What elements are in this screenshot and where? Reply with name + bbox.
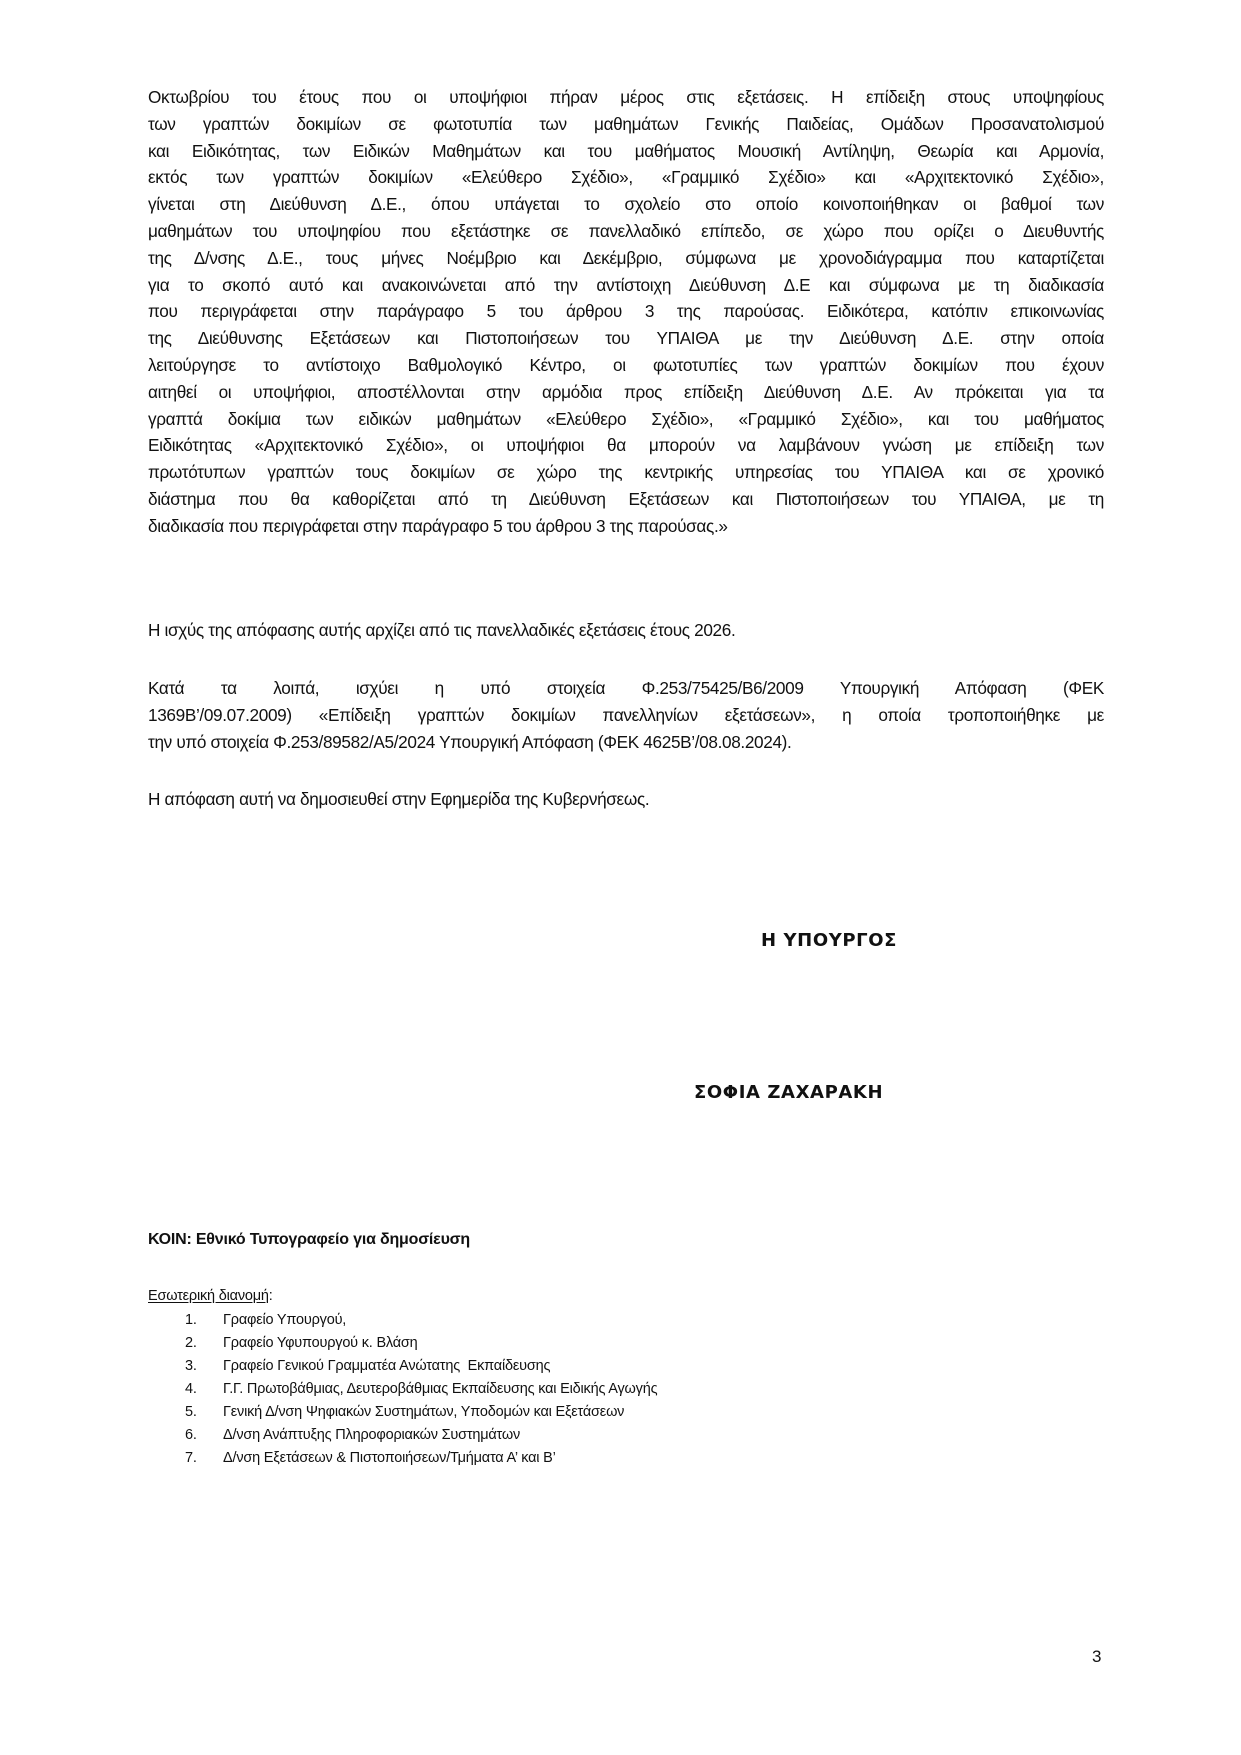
- signature-title: Η ΥΠΟΥΡΓΟΣ: [761, 930, 898, 951]
- internal-distribution-label: Εσωτερική διανομή: [148, 1288, 269, 1304]
- list-item-number: 5.: [185, 1404, 197, 1420]
- internal-distribution-heading: [148, 1288, 273, 1304]
- paragraph-line: λειτούργησε το αντίστοιχο Βαθμολογικό Κέντρο, οι φωτοτυπίες των γραπτών δοκιμίων που έχουν: [148, 354, 1104, 375]
- paragraph-line: διάστημα που θα καθορίζεται από τη Διεύθυνση Εξετάσεων και Πιστοποιήσεων του ΥΠΑΙΘΑ, με τη: [148, 488, 1104, 509]
- paragraph-line: της Διεύθυνσης Εξετάσεων και Πιστοποιήσεων του ΥΠΑΙΘΑ με την Διεύθυνση Δ.Ε. στην οποία: [148, 328, 1104, 349]
- paragraph-line: Ειδικότητας «Αρχιτεκτονικό Σχέδιο», οι υποψήφιοι θα μπορούν να λαμβάνουν γνώση με επίδειξη των: [148, 435, 1104, 456]
- paragraph-line: γίνεται στη Διεύθυνση Δ.Ε., όπου υπάγεται το σχολείο στο οποίο κοινοποιήθηκαν οι βαθμοί των: [148, 194, 1104, 215]
- paragraph-line: Η ισχύς της απόφασης αυτής αρχίζει από τις πανελλαδικές εξετάσεις έτους 2026.: [148, 620, 736, 640]
- list-item-text: Δ/νση Ανάπτυξης Πληροφοριακών Συστημάτων: [223, 1427, 521, 1443]
- list-item-text: Γραφείο Υφυπουργού κ. Βλάση: [223, 1335, 418, 1351]
- list-item-number: 1.: [185, 1312, 197, 1328]
- page-number: 3: [1092, 1647, 1102, 1666]
- internal-distribution-colon: :: [268, 1288, 273, 1304]
- paragraph-line: την υπό στοιχεία Φ.253/89582/Α5/2024 Υπουργική Απόφαση (ΦΕΚ 4625Β’/08.08.2024).: [148, 731, 792, 752]
- paragraph-line: μαθημάτων του υποψηφίου που εξετάστηκε σε πανελλαδικό επίπεδο, σε χώρο που ορίζει ο Διευθυντής: [148, 220, 1104, 241]
- list-item-number: 6.: [185, 1427, 197, 1443]
- effective-date-paragraph: [148, 617, 1104, 644]
- paragraph-line: γραπτά δοκίμια των ειδικών μαθημάτων «Ελεύθερο Σχέδιο», «Γραμμικό Σχέδιο», και του μαθήματος: [148, 408, 1104, 429]
- list-item-number: 3.: [185, 1358, 197, 1374]
- list-item-text: Γραφείο Υπουργού,: [223, 1312, 347, 1328]
- list-item-number: 4.: [185, 1381, 197, 1397]
- signature-name: ΣΟΦΙΑ ΖΑΧΑΡΑΚΗ: [694, 1082, 884, 1103]
- publication-paragraph: [148, 786, 1104, 813]
- remaining-provisions-paragraph: [148, 675, 1104, 755]
- paragraph-line: αιτηθεί οι υποψήφιοι, αποστέλλονται στην αρμόδια προς επίδειξη Διεύθυνση Δ.Ε. Αν πρόκειται για τα: [148, 381, 1104, 402]
- paragraph-line: Η απόφαση αυτή να δημοσιευθεί στην Εφημερίδα της Κυβερνήσεως.: [148, 789, 650, 809]
- list-item-text: Γραφείο Γενικού Γραμματέα Ανώτατης Εκπαίδευσης: [223, 1358, 551, 1374]
- list-item-text: Γενική Δ/νση Ψηφιακών Συστημάτων, Υποδομών και Εξετάσεων: [223, 1404, 625, 1420]
- paragraph-line: της Δ/νσης Δ.Ε., τους μήνες Νοέμβριο και Δεκέμβριο, σύμφωνα με χρονοδιάγραμμα που καταρτίζεται: [148, 247, 1104, 268]
- paragraph-line: διαδικασία που περιγράφεται στην παράγραφο 5 του άρθρου 3 της παρούσας.»: [148, 515, 728, 536]
- paragraph-line: 1369Β’/09.07.2009) «Επίδειξη γραπτών δοκιμίων πανελληνίων εξετάσεων», η οποία τροποποιήθηκε με: [148, 704, 1104, 725]
- list-item-text: Δ/νση Εξετάσεων & Πιστοποιήσεων/Τμήματα Α’ και Β’: [223, 1450, 556, 1466]
- paragraph-line: που περιγράφεται στην παράγραφο 5 του άρθρου 3 της παρούσας. Ειδικότερα, κατόπιν επικοινωνίας: [148, 301, 1104, 322]
- paragraph-line: εκτός των γραπτών δοκιμίων «Ελεύθερο Σχέδιο», «Γραμμικό Σχέδιο» και «Αρχιτεκτονικό Σχέδιο»,: [148, 167, 1104, 188]
- list-item-text: Γ.Γ. Πρωτοβάθμιας, Δευτεροβάθμιας Εκπαίδευσης και Ειδικής Αγωγής: [223, 1381, 658, 1397]
- paragraph-line: των γραπτών δοκιμίων σε φωτοτυπία των μαθημάτων Γενικής Παιδείας, Ομάδων Προσανατολισμού: [148, 113, 1104, 134]
- list-item-number: 2.: [185, 1335, 197, 1351]
- paragraph-line: και Ειδικότητας, των Ειδικών Μαθημάτων και του μαθήματος Μουσική Αντίληψη, Θεωρία και Αρμονία,: [148, 140, 1104, 161]
- list-item-number: 7.: [185, 1450, 197, 1466]
- paragraph-line: Οκτωβρίου του έτους που οι υποψήφιοι πήραν μέρος στις εξετάσεις. Η επίδειξη στους υποψηφίους: [148, 87, 1104, 107]
- paragraph-line: για το σκοπό αυτό και ανακοινώνεται από την αντίστοιχη Διεύθυνση Δ.Ε και σύμφωνα με τη διαδικασία: [148, 274, 1104, 295]
- koin-recipient: ΚΟΙΝ: Εθνικό Τυπογραφείο για δημοσίευση: [148, 1231, 471, 1248]
- continued-paragraph: [148, 84, 1104, 540]
- paragraph-line: πρωτότυπων γραπτών τους δοκιμίων σε χώρο της κεντρικής υπηρεσίας του ΥΠΑΙΘΑ και σε χρονικό: [148, 462, 1104, 483]
- paragraph-line: Κατά τα λοιπά, ισχύει η υπό στοιχεία Φ.253/75425/Β6/2009 Υπουργική Απόφαση (ΦΕΚ: [148, 678, 1104, 698]
